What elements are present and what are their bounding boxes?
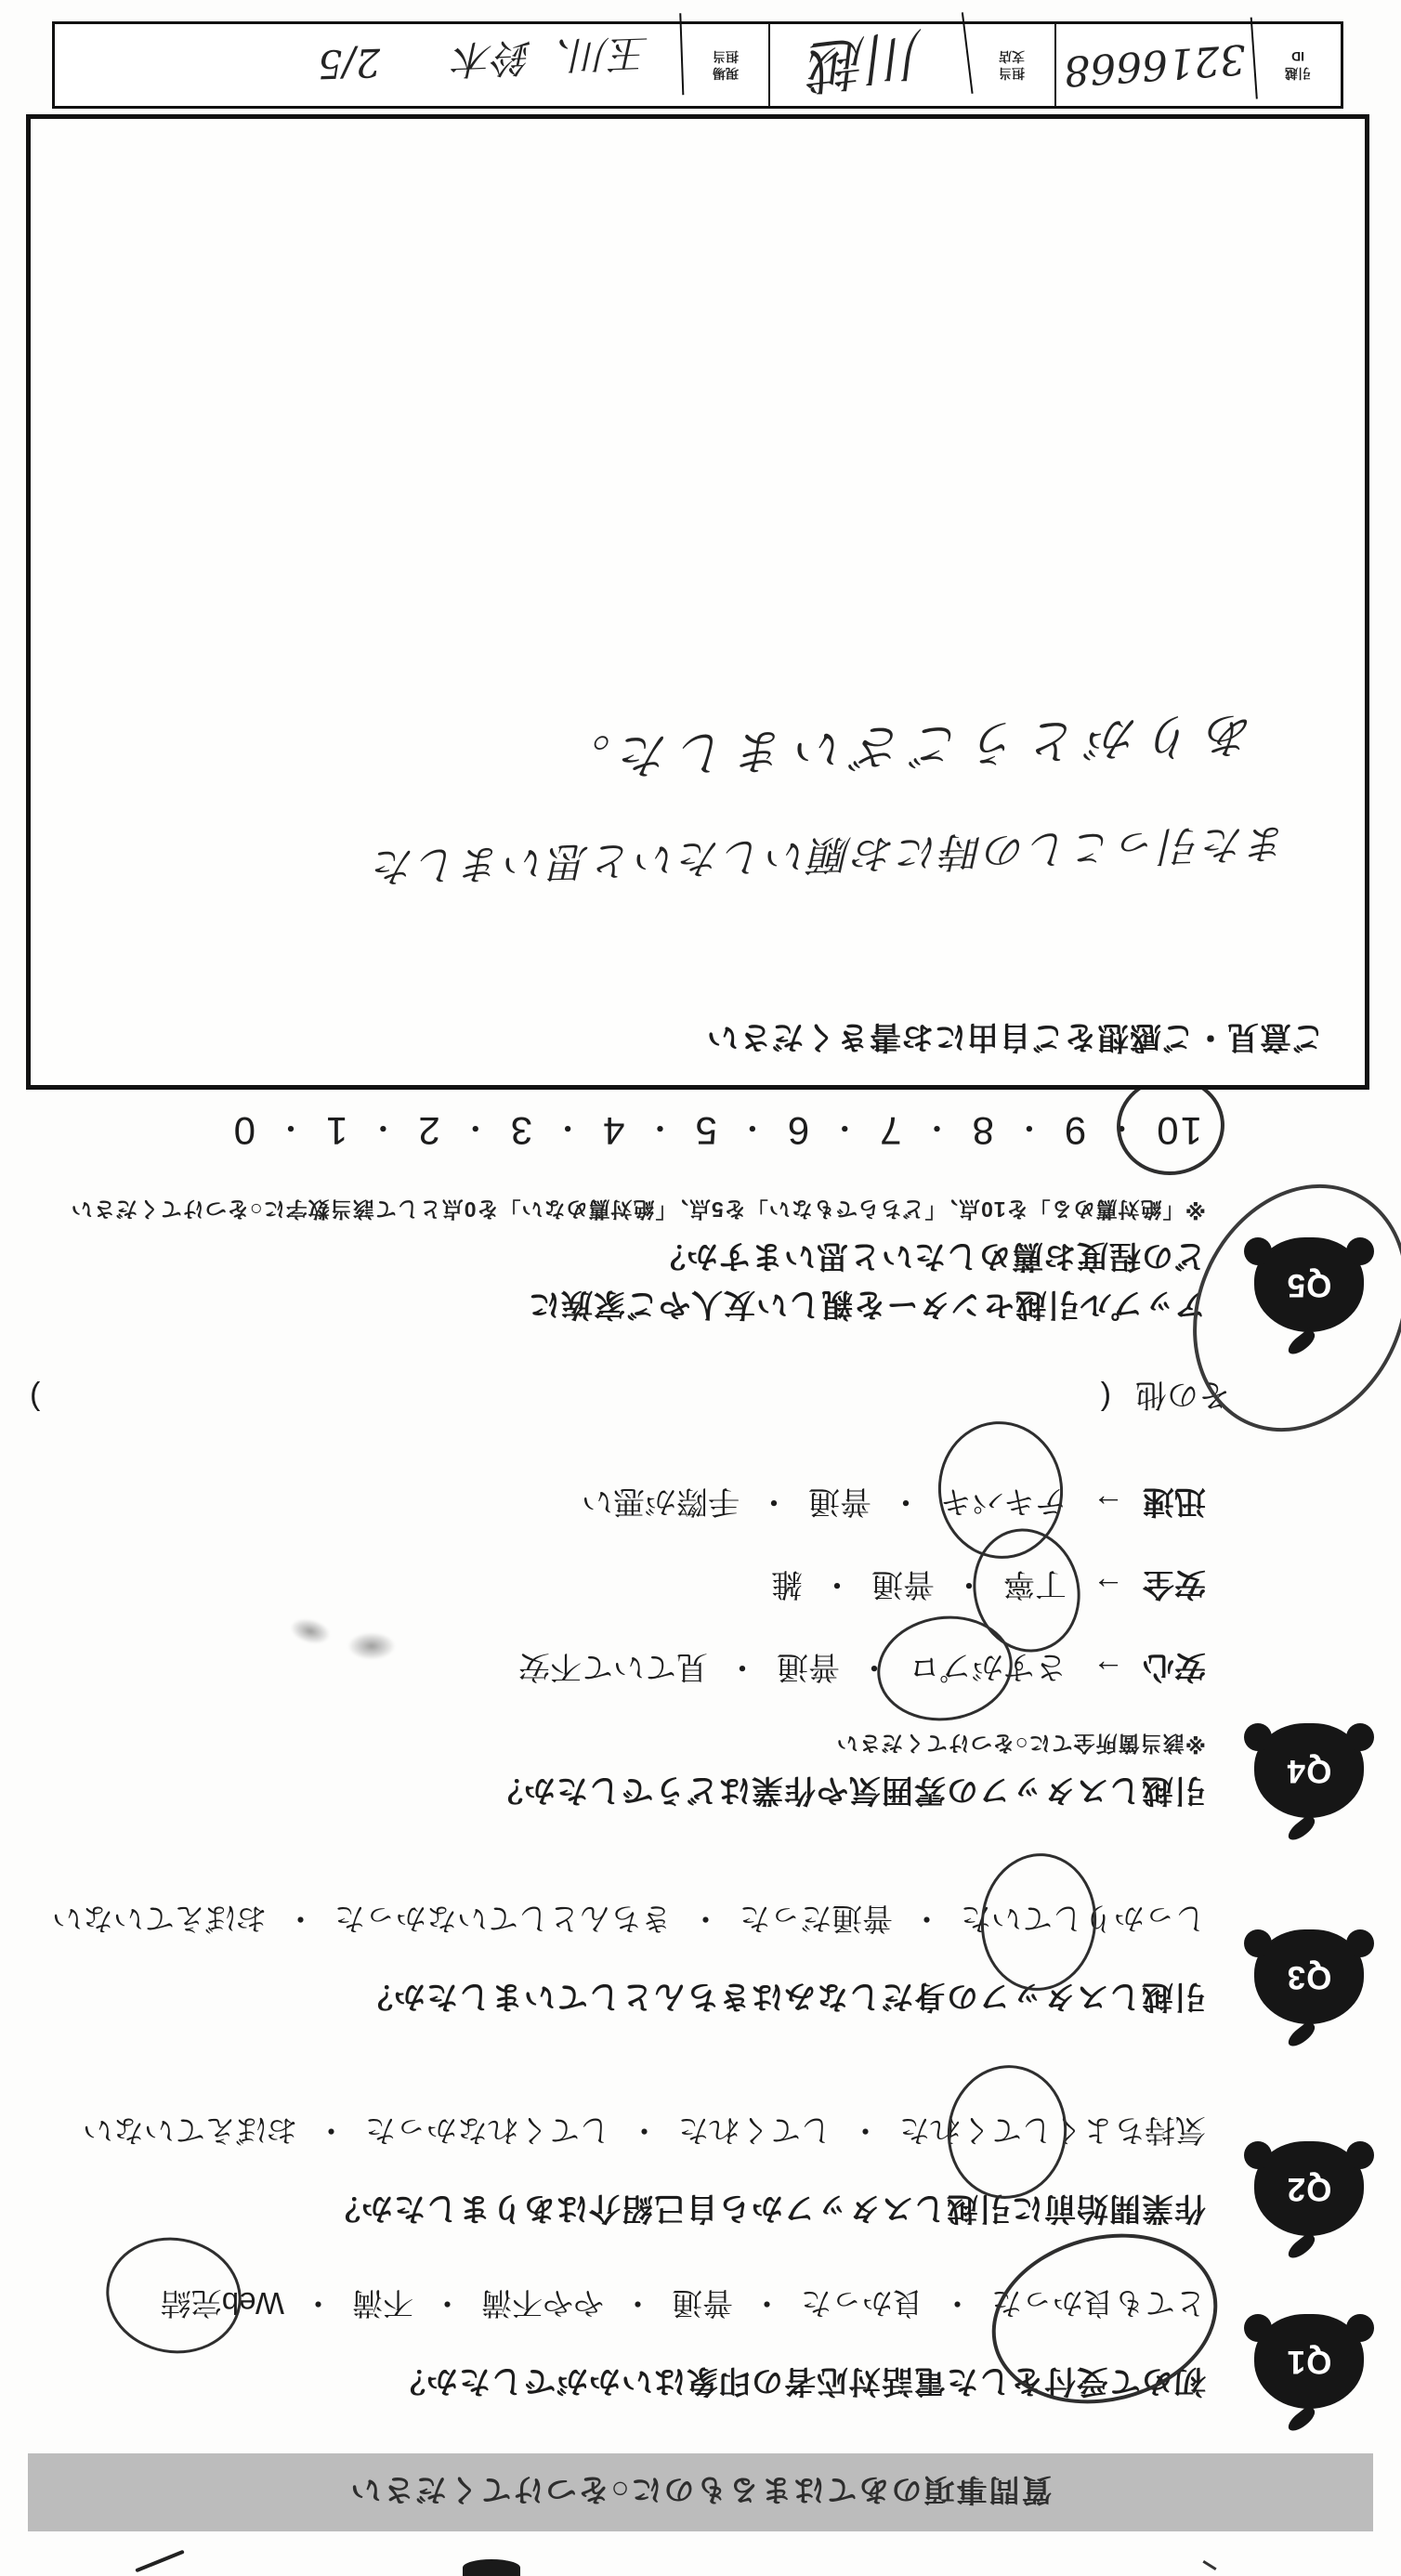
cell-label: 引越ID [1285,49,1311,82]
scale-separator: ・ [919,1109,953,1145]
option-label: きちんとしていなかった [334,1902,672,1937]
option-label: 雑 [771,1566,803,1602]
question-block-q1 [28,2283,1373,2403]
q2-apple-mascot-badge [1254,2141,1364,2236]
option-separator: ・ [629,2113,660,2149]
option-separator: ・ [858,1649,890,1685]
scale-value [1059,1108,1090,1153]
scale-value [782,1108,813,1153]
footer-label-branch [969,24,1056,106]
q1-apple-mascot-badge [1254,2314,1364,2409]
footer-id-table [52,21,1343,109]
q4-option [940,1482,1067,1527]
scale-value [689,1108,720,1153]
arrow-icon: → [1093,1487,1124,1523]
q1-content [28,2283,1206,2403]
q3-option [52,1899,267,1942]
option-separator: ・ [821,1566,853,1602]
scale-separator: ・ [550,1109,584,1145]
footer-value-branch [766,12,973,117]
q1-question-text: 初めて受付をした電話対応者の印象はいかがでしたか？ [393,2363,1206,2399]
option-label: おぼえていない [83,2113,297,2149]
q4-number: Q4 [1286,1753,1332,1789]
option-separator: ・ [303,2286,334,2321]
option-label: とても良かった [991,2286,1206,2321]
handwritten-comment-line-2 [30,703,1256,816]
footer-value-move-id [1054,18,1258,113]
question-block-q5 [28,1107,1373,1327]
scale-number: 10 [1155,1108,1202,1153]
handwriting: また引っこしの時にお願いしたいと思いました [371,818,1290,891]
scale-number: 9 [1062,1108,1087,1153]
q3-option [961,1899,1206,1942]
q4-question-text: 引越しスタッフの雰囲気や作業はどうでしたか？ [491,1772,1206,1808]
stray-ink-mark [1202,2560,1216,2570]
q4-option [771,1564,803,1610]
mascot-ear-left [1346,2314,1374,2342]
scale-separator: ・ [365,1109,399,1145]
q5-apple-mascot-badge [1254,1237,1364,1332]
leaf-icon [1285,2231,1318,2262]
scale-separator: ・ [457,1109,491,1145]
leaf-icon [1285,1327,1318,1358]
scale-value-10 [1151,1108,1206,1153]
paren-open: ( [1100,1380,1111,1417]
survey-title-bar [28,2453,1373,2531]
scale-separator: ・ [1011,1109,1045,1145]
q5-note: ※「絶対薦める」を10点、「どちらでもない」を5点、「絶対薦めない」を0点として該当数字に○をつけてください [70,1197,1206,1223]
q2-option [365,2111,610,2154]
q4-row-anzen [28,1564,1206,1610]
q3-options [28,1899,1206,1942]
option-label: 普通 [672,2286,733,2321]
q2-question-text: 作業開始前に引越しスタッフから自己紹介はありましたか？ [328,2190,1206,2226]
option-label: 良かった [801,2286,923,2321]
option-label: 気持ちよくしてくれた [899,2113,1206,2149]
option-label: しっかりしていた [961,1902,1206,1937]
scale-separator: ・ [827,1109,861,1145]
q4-apple-mascot-badge [1254,1723,1364,1818]
question-block-q2 [28,2111,1373,2230]
q2-option [899,2111,1206,2154]
q4-row-label: 迅速 [1143,1484,1206,1520]
q4-option [777,1647,840,1693]
mascot-ear-left [1346,2141,1374,2169]
option-label: 普通 [871,1566,935,1602]
footer-label-move-id [1255,24,1341,106]
handwriting: 川越 [806,20,930,101]
q2-option [678,2111,831,2154]
scale-number: 6 [785,1108,810,1153]
scale-value [321,1108,351,1153]
q5-question-line1: アップル引越センターを親しい友人やご家族に [528,1287,1206,1322]
option-separator: ・ [752,2286,782,2321]
scale-separator: ・ [642,1109,676,1145]
q4-option [1003,1564,1067,1610]
q5-question-line2: どの程度お薦めしたいと思いますか？ [653,1238,1206,1275]
footer-label-crew [683,24,770,106]
q1-option [352,2283,413,2327]
handwriting: 3216668 [1062,34,1248,96]
option-separator: ・ [727,1649,758,1685]
scale-value [412,1108,443,1153]
q4-option [518,1647,708,1693]
q4-option [871,1564,935,1610]
mascot-ear-right [1244,1723,1272,1751]
q3-option [740,1899,893,1942]
option-label: やや不満 [481,2286,604,2321]
scale-number: 2 [416,1108,440,1153]
footer-value-crew [54,13,685,117]
mascot-ear-right [1244,1237,1272,1265]
q3-option [334,1899,672,1942]
q5-number: Q5 [1286,1267,1332,1303]
q4-note: ※該当箇所全てに○をつけてください [835,1732,1206,1757]
mascot-ear-left [1346,1723,1374,1751]
q3-apple-mascot-badge [1254,1929,1364,2024]
q4-option [582,1482,740,1527]
scale-separator: ・ [273,1109,308,1145]
mascot-ear-right [1244,2314,1272,2342]
option-label: Web完結 [160,2286,284,2321]
option-label: 見ていて不安 [518,1649,708,1685]
scale-number: 0 [231,1108,256,1153]
q1-number: Q1 [1286,2344,1332,2380]
stray-ink-mark [135,2550,184,2573]
option-separator: ・ [850,2113,881,2149]
option-separator: ・ [622,2286,653,2321]
option-separator: ・ [432,2286,463,2321]
mascot-ear-right [1244,2141,1272,2169]
handwriting: ありがとうございました。 [551,705,1256,786]
option-separator: ・ [942,2286,973,2321]
question-block-q3 [28,1899,1373,2019]
q3-number: Q3 [1286,1959,1332,1995]
q4-row-label: 安全 [1143,1566,1206,1602]
leaf-icon [1285,2404,1318,2435]
q1-option [672,2283,733,2327]
q2-number: Q2 [1286,2171,1332,2207]
leaf-icon [1285,2020,1318,2050]
scale-number: 7 [878,1108,902,1153]
option-label: 普通 [777,1649,840,1685]
scale-number: 5 [693,1108,717,1153]
option-label: 不満 [352,2286,413,2321]
q2-content [28,2111,1206,2230]
handwriting: 玉川、鈴木 2/5 [317,30,650,87]
survey-title: 質問事項のあてはまるものに○をつけてください [348,2473,1053,2508]
paren-close: ) [30,1380,41,1417]
q4-row-anshin [28,1647,1206,1693]
option-label: 普通だった [740,1902,893,1937]
scale-value [597,1108,628,1153]
comment-box [26,114,1369,1090]
option-separator: ・ [911,1902,942,1937]
option-label: 手際が悪い [582,1484,740,1520]
mascot-ear-left [1346,1237,1374,1265]
q4-content [28,1375,1230,1812]
option-label: してくれた [678,2113,831,2149]
scale-number: 4 [601,1108,625,1153]
scale-separator: ・ [1104,1109,1138,1145]
mascot-ear-right [1244,1929,1272,1957]
option-separator: ・ [690,1902,721,1937]
mascot-ear-left [1346,1929,1374,1957]
cell-label: 現場担当 [713,49,739,82]
q4-option [808,1482,871,1527]
q4-other-label: その他 [1135,1377,1230,1413]
q1-options [28,2283,1206,2327]
q5-nps-scale [28,1107,1206,1153]
option-label: さすがプロ [909,1649,1067,1685]
option-label: おぼえていない [52,1902,267,1937]
q1-option [161,2283,284,2327]
scale-number: 1 [324,1108,348,1153]
arrow-icon: → [1093,1570,1124,1606]
cell-label: 担当支店 [999,49,1025,82]
option-separator: ・ [316,2113,347,2149]
scale-number: 8 [970,1108,994,1153]
option-separator: ・ [953,1566,985,1602]
arrow-icon: → [1093,1653,1124,1689]
q5-content [28,1107,1206,1327]
q1-option [481,2283,604,2327]
option-label: してくれなかった [365,2113,610,2149]
q2-options [28,2111,1206,2154]
handwritten-comment-line-1 [30,817,1289,909]
option-label: 普通 [808,1484,871,1520]
q4-other-row [28,1375,1230,1420]
option-separator: ・ [758,1484,790,1520]
q2-option [83,2111,297,2154]
question-block-q4 [28,1375,1373,1812]
q4-row-label: 安心 [1143,1649,1206,1685]
comment-box-header: ご意見・ご感想をご自由にお書きください [706,1019,1324,1054]
q3-content [28,1899,1206,2019]
scale-value [967,1108,998,1153]
scale-value [229,1108,259,1153]
leaf-icon [1285,1813,1318,1844]
option-label: 丁寧 [1003,1566,1067,1602]
option-label: テキパキ [940,1484,1067,1520]
q4-option [909,1647,1067,1693]
stray-ink-mark [463,2559,520,2576]
q1-option [991,2283,1206,2327]
option-separator: ・ [285,1902,316,1937]
q4-row-jinsoku [28,1482,1206,1527]
q1-option [801,2283,923,2327]
scale-value [874,1108,905,1153]
q3-question-text: 引越しスタッフの身だしなみはきちんとしていましたか？ [360,1979,1206,2014]
option-separator: ・ [890,1484,922,1520]
scale-value [505,1108,536,1153]
scale-number: 3 [508,1108,533,1153]
scale-separator: ・ [734,1109,768,1145]
